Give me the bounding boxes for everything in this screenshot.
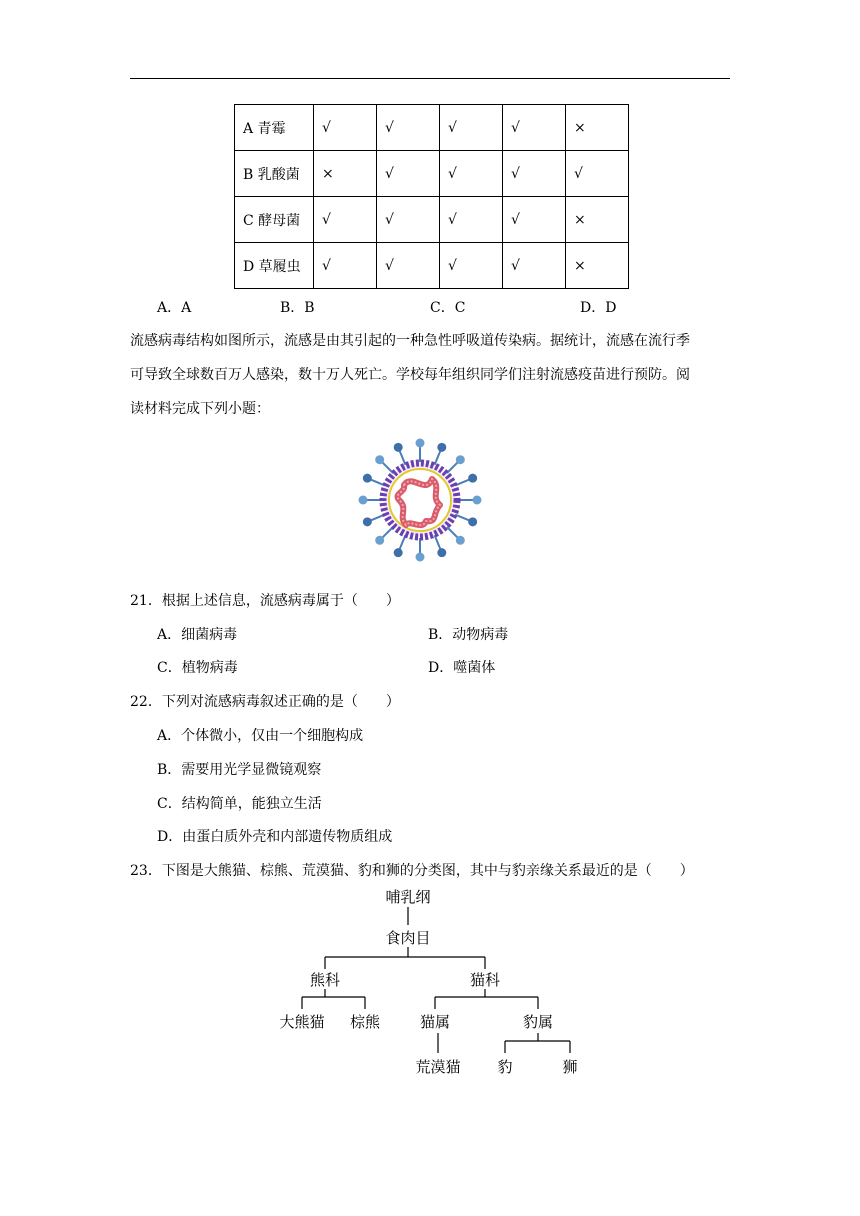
node-leopard: 豹 bbox=[497, 1058, 513, 1076]
q21-stem: 21．根据上述信息，流感病毒属于（ ） bbox=[130, 593, 400, 609]
node-lion: 狮 bbox=[562, 1058, 578, 1076]
virus-spike-head bbox=[363, 517, 372, 526]
cell-mark: × bbox=[314, 151, 377, 197]
cell-mark: × bbox=[566, 197, 629, 243]
cell-mark: √ bbox=[566, 151, 629, 197]
cell-mark: √ bbox=[314, 197, 377, 243]
cell-mark: √ bbox=[314, 243, 377, 289]
header-rule bbox=[130, 78, 730, 79]
q21-option-a: A．细菌病毒 bbox=[157, 627, 238, 643]
cell-mark: √ bbox=[440, 151, 503, 197]
virus-spike-head bbox=[456, 455, 465, 464]
cell-mark: × bbox=[566, 243, 629, 289]
node-brown-bear: 棕熊 bbox=[349, 1013, 381, 1031]
q20-option-a: A．A bbox=[157, 300, 192, 316]
cell-mark: √ bbox=[440, 243, 503, 289]
table-row bbox=[235, 243, 629, 289]
table-row bbox=[235, 197, 629, 243]
q21-option-d: D．噬菌体 bbox=[428, 660, 496, 676]
node-family-bear: 熊科 bbox=[309, 971, 341, 989]
node-panda: 大熊猫 bbox=[279, 1013, 325, 1031]
q22-option-c: C．结构简单，能独立生活 bbox=[157, 796, 322, 812]
node-class: 哺乳纲 bbox=[385, 888, 431, 906]
row-name: B 乳酸菌 bbox=[235, 151, 314, 197]
q20-option-d: D．D bbox=[580, 300, 617, 316]
cell-mark: √ bbox=[377, 197, 440, 243]
q21-option-b: B．动物病毒 bbox=[428, 627, 509, 643]
cell-mark: √ bbox=[503, 243, 566, 289]
passage-line: 可导致全球数百万人感染，数十万人死亡。学校每年组织同学们注射流感疫苗进行预防。阅 bbox=[130, 367, 690, 383]
virus-spike-head bbox=[456, 536, 465, 545]
virus-spike-head bbox=[359, 496, 368, 505]
cell-mark: × bbox=[566, 105, 629, 151]
q22-option-b: B．需要用光学显微镜观察 bbox=[157, 762, 322, 778]
virus-spike-head bbox=[416, 439, 425, 448]
passage-line: 流感病毒结构如图所示，流感是由其引起的一种急性呼吸道传染病。据统计，流感在流行季 bbox=[130, 333, 690, 349]
q22-option-a: A．个体微小，仅由一个细胞构成 bbox=[157, 728, 364, 744]
cell-mark: √ bbox=[503, 105, 566, 151]
cell-mark: √ bbox=[377, 105, 440, 151]
cell-mark: √ bbox=[377, 243, 440, 289]
table-row bbox=[235, 105, 629, 151]
organism-table bbox=[234, 104, 629, 289]
influenza-virus-illustration bbox=[352, 435, 488, 565]
q22-stem: 22．下列对流感病毒叙述正确的是（ ） bbox=[130, 694, 400, 710]
cell-mark: √ bbox=[503, 197, 566, 243]
virus-spike-head bbox=[468, 517, 477, 526]
node-genus-panthera: 豹属 bbox=[522, 1013, 554, 1031]
row-name: D 草履虫 bbox=[235, 243, 314, 289]
virus-spike-head bbox=[416, 553, 425, 562]
row-name: A 青霉 bbox=[235, 105, 314, 151]
virus-spike-head bbox=[437, 548, 446, 557]
virus-spike-head bbox=[468, 474, 477, 483]
virus-spike-head bbox=[375, 536, 384, 545]
cell-mark: √ bbox=[377, 151, 440, 197]
q20-option-c: C．C bbox=[430, 300, 466, 316]
cell-mark: √ bbox=[440, 105, 503, 151]
q22-option-d: D．由蛋白质外壳和内部遗传物质组成 bbox=[157, 829, 393, 845]
cell-mark: √ bbox=[440, 197, 503, 243]
q21-option-c: C．植物病毒 bbox=[157, 660, 238, 676]
cell-mark: √ bbox=[314, 105, 377, 151]
node-genus-felis: 猫属 bbox=[419, 1013, 451, 1031]
passage-line: 读材料完成下列小题： bbox=[130, 401, 270, 417]
virus-spike-head bbox=[394, 443, 403, 452]
cell-mark: √ bbox=[503, 151, 566, 197]
q23-stem: 23．下图是大熊猫、棕熊、荒漠猫、豹和狮的分类图，其中与豹亲缘关系最近的是（ ） bbox=[130, 863, 694, 879]
node-order: 食肉目 bbox=[385, 929, 431, 947]
q20-option-b: B．B bbox=[280, 300, 315, 316]
node-family-cat: 猫科 bbox=[469, 971, 501, 989]
classification-tree bbox=[270, 885, 600, 1080]
virus-spike-head bbox=[437, 443, 446, 452]
virus-spike-head bbox=[473, 496, 482, 505]
table-row bbox=[235, 151, 629, 197]
node-desert-cat: 荒漠猫 bbox=[415, 1058, 461, 1076]
virus-spike-head bbox=[375, 455, 384, 464]
virus-spike-head bbox=[363, 474, 372, 483]
row-name: C 酵母菌 bbox=[235, 197, 314, 243]
virus-spike-head bbox=[394, 548, 403, 557]
